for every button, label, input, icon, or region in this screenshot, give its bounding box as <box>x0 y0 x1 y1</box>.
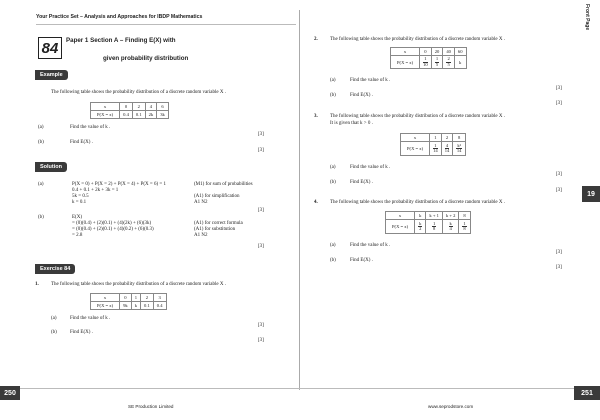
table-cell: k + 2 <box>442 212 458 220</box>
q4-table <box>385 211 471 234</box>
q1-table <box>90 293 167 310</box>
working-line: = (0)(0.4) + (2)(0.1) + (4)(0.2) + (6)(0.3) <box>72 227 154 232</box>
mark: [3] <box>556 250 562 255</box>
table-cell: x <box>401 134 430 142</box>
table-cell: x <box>91 294 120 302</box>
table-cell: 6 <box>157 103 169 111</box>
solution-a-notes <box>194 182 253 206</box>
table-cell: 0 <box>120 294 132 302</box>
table-cell: 0.4 <box>120 111 133 119</box>
mark-note: (A1) for correct formula <box>194 221 243 226</box>
denominator: 8 <box>433 226 436 231</box>
table-cell: x <box>391 48 420 56</box>
right-page-number <box>574 386 600 400</box>
table-cell: 1 <box>430 134 442 142</box>
fraction <box>432 222 436 232</box>
table-cell <box>426 220 442 234</box>
table-cell: 3k <box>157 111 169 119</box>
table-cell: 2k <box>145 111 157 119</box>
table-cell: 2 <box>141 294 154 302</box>
denominator: 8 <box>463 226 466 231</box>
fraction <box>418 222 422 232</box>
fraction <box>462 222 466 232</box>
working-line: E(X) <box>72 215 82 220</box>
fraction <box>449 222 453 232</box>
left-page-number <box>0 386 20 400</box>
table-cell <box>441 142 453 156</box>
part-b-label: (b) <box>51 330 57 335</box>
table-cell: x <box>386 212 415 220</box>
numerator: 4 <box>445 142 449 148</box>
numerator: 1 <box>424 56 427 61</box>
fraction <box>445 144 450 154</box>
denominator: 10 <box>423 61 428 67</box>
table-cell <box>431 56 443 69</box>
part-b-label: (b) <box>330 258 336 263</box>
website: www.seprodstore.com <box>428 404 474 409</box>
part-a-label: (a) <box>330 243 336 248</box>
working-line: = 2.8 <box>72 233 83 238</box>
table-cell: 40 <box>443 48 455 56</box>
part-b-label: (b) <box>38 215 44 220</box>
front-page-tab: Front Page <box>584 4 590 31</box>
part-b-label: (b) <box>330 180 336 185</box>
question-number: 3. <box>314 114 318 119</box>
running-header: Your Practice Set – Analysis and Approaches for IBDP Mathematics <box>36 14 203 20</box>
denominator: 4 <box>449 226 452 231</box>
numerator: 1 <box>434 142 437 148</box>
table-cell: 2 <box>132 103 145 111</box>
working-line: = (0)(0.4) + (2)(0.1) + (4)(2k) + (6)(3k) <box>72 221 152 226</box>
table-cell: 0.1 <box>132 111 145 119</box>
table-cell <box>420 56 432 69</box>
table-cell: k + 1 <box>426 212 442 220</box>
example-table-row-x <box>91 103 169 111</box>
table-cell: k <box>454 56 466 69</box>
exercise-label: Exercise 84 <box>35 264 75 274</box>
example-question-b: Find E(X) . <box>70 140 93 145</box>
q2-table-row-p <box>391 56 467 69</box>
table-cell: 3 <box>153 294 166 302</box>
part-b-label: (b) <box>38 140 44 145</box>
q3-table-row-p <box>401 142 466 156</box>
denominator: 5 <box>435 61 439 67</box>
table-cell: P(X = x) <box>91 111 120 119</box>
example-question-a: Find the value of k . <box>70 125 111 130</box>
example-intro: The following table shows the probability distribution of a discrete random variable X . <box>51 90 226 95</box>
mark: [3] <box>258 132 264 137</box>
section-title-line2: given probability distribution <box>103 55 189 62</box>
fraction <box>433 144 438 154</box>
q2-table <box>390 47 467 69</box>
working-line: k = 0.1 <box>72 200 87 205</box>
table-cell: 8 <box>459 212 470 220</box>
question-number: 2. <box>314 37 318 42</box>
table-cell: P(X = x) <box>401 142 430 156</box>
table-cell: 4 <box>145 103 157 111</box>
working-line: P(X = 0) + P(X = 2) + P(X = 4) + P(X = 6) = 1 <box>72 182 166 187</box>
table-cell: k <box>131 302 140 310</box>
q3-question-a: Find the value of k . <box>350 165 391 170</box>
table-cell: 9k <box>120 302 132 310</box>
q2-intro: The following table shows the probability distribution of a discrete random variable X . <box>330 37 505 42</box>
chapter-number: 19 <box>587 190 595 198</box>
fraction <box>423 57 428 67</box>
table-cell: 20 <box>431 48 443 56</box>
table-cell <box>430 142 442 156</box>
mark: [3] <box>258 148 264 153</box>
q1-intro: The following table shows the probability distribution of a discrete random variable X . <box>51 282 226 287</box>
mark-note: (M1) for sum of probabilities <box>194 182 253 187</box>
denominator: 14 <box>456 148 462 153</box>
fraction <box>456 144 462 154</box>
q3-table <box>400 133 466 156</box>
table-cell: x <box>91 103 120 111</box>
numerator: 1 <box>435 56 439 61</box>
table-cell: 0.1 <box>141 302 154 310</box>
footer-rule <box>0 388 600 389</box>
part-a-label: (a) <box>330 165 336 170</box>
numerator: k² <box>457 142 461 148</box>
part-a-label: (a) <box>51 316 57 321</box>
part-a-label: (a) <box>38 125 44 130</box>
table-cell: k <box>415 212 426 220</box>
table-cell: 0 <box>420 48 432 56</box>
table-cell: 60 <box>454 48 466 56</box>
fraction <box>435 57 439 67</box>
solution-b-notes <box>194 215 243 239</box>
numerator: 1 <box>463 220 466 226</box>
table-cell: 1 <box>131 294 140 302</box>
mark-note: (A1) for simplification <box>194 194 240 199</box>
q4-table-row-p <box>386 220 471 234</box>
page-spine <box>299 10 300 390</box>
mark: [3] <box>258 244 264 249</box>
q4-question-b: Find E(X) . <box>350 258 373 263</box>
table-cell: P(X = x) <box>386 220 415 234</box>
denominator: 2 <box>419 226 422 231</box>
q3-question-b: Find E(X) . <box>350 180 373 185</box>
table-cell <box>443 56 455 69</box>
header-rule <box>36 24 296 25</box>
example-table <box>90 102 169 119</box>
example-table-row-p <box>91 111 169 119</box>
publisher: SE Production Limited <box>128 404 174 409</box>
section-number: 84 <box>41 39 59 57</box>
page-number: 250 <box>4 389 16 397</box>
fraction <box>446 57 450 67</box>
mark: [3] <box>556 172 562 177</box>
table-cell <box>459 220 470 234</box>
chapter-tab <box>582 186 600 202</box>
denominator: 14 <box>444 148 450 153</box>
denominator: 14 <box>433 148 438 153</box>
q4-question-a: Find the value of k . <box>350 243 391 248</box>
denominator: 5 <box>447 61 450 67</box>
solution-label: Solution <box>35 162 67 172</box>
solution-b-work <box>72 215 154 239</box>
q3-intro: The following table shows the probability distribution of a discrete random variable X . <box>330 114 505 119</box>
table-cell: 0.4 <box>153 302 166 310</box>
table-cell <box>453 142 466 156</box>
q2-question-a: Find the value of k . <box>350 78 391 83</box>
table-cell: P(X = x) <box>391 56 420 69</box>
q3-given: It is given that k > 0 . <box>330 121 373 126</box>
part-b-label: (b) <box>330 93 336 98</box>
numerator: k <box>419 220 422 226</box>
q1-question-a: Find the value of k . <box>70 316 111 321</box>
mark: [3] <box>556 265 562 270</box>
table-cell <box>442 220 458 234</box>
q1-question-b: Find E(X) . <box>70 330 93 335</box>
mark: [3] <box>556 188 562 193</box>
question-number: 4. <box>314 200 318 205</box>
q4-table-row-x <box>386 212 471 220</box>
question-number: 1. <box>35 282 39 287</box>
q2-table-row-x <box>391 48 467 56</box>
solution-a-work <box>72 182 166 206</box>
table-cell: 8 <box>453 134 466 142</box>
mark: [3] <box>258 338 264 343</box>
section-number-box <box>38 37 62 59</box>
part-a-label: (a) <box>330 78 336 83</box>
q3-table-row-x <box>401 134 466 142</box>
mark: [3] <box>258 323 264 328</box>
mark: [3] <box>556 101 562 106</box>
table-cell: P(X = x) <box>91 302 120 310</box>
mark: [3] <box>556 86 562 91</box>
section-title-line1: Paper 1 Section A – Finding E(X) with <box>66 37 176 44</box>
q4-intro: The following table shows the probability distribution of a discrete random variable X . <box>330 200 505 205</box>
table-cell: 0 <box>120 103 133 111</box>
table-cell <box>415 220 426 234</box>
table-cell: 2 <box>441 134 453 142</box>
working-line: 5k = 0.5 <box>72 194 89 199</box>
example-label: Example <box>35 70 68 80</box>
working-line: 0.4 + 0.1 + 2k + 3k = 1 <box>72 188 119 193</box>
mark-note: A1 N2 <box>194 200 208 205</box>
q2-question-b: Find E(X) . <box>350 93 373 98</box>
numerator: 2 <box>447 56 450 61</box>
page-number: 251 <box>581 389 593 397</box>
mark: [3] <box>258 208 264 213</box>
mark-note: (A1) for substitution <box>194 227 236 232</box>
q1-table-row-x <box>91 294 167 302</box>
q1-table-row-p <box>91 302 167 310</box>
numerator: 1 <box>433 220 436 226</box>
mark-note: A1 N2 <box>194 233 208 238</box>
part-a-label: (a) <box>38 182 44 187</box>
numerator: k <box>449 220 452 226</box>
